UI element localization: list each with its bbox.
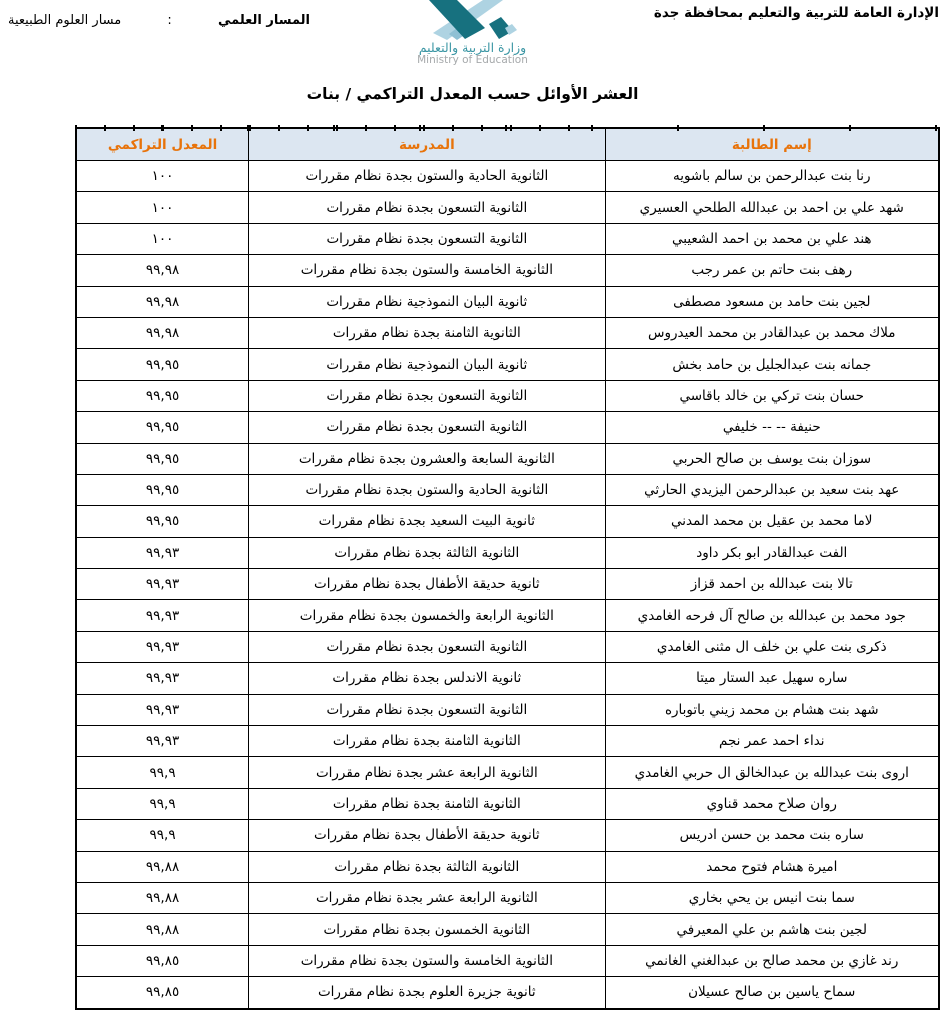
- table-row: [76, 882, 939, 913]
- student-name-cell: جمانه بنت عبدالجليل بن حامد بخش: [605, 349, 939, 380]
- school-cell: ثانوية البيان النموذجية نظام مقررات: [249, 286, 605, 317]
- school-cell: الثانوية الخامسة والستون بجدة نظام مقررات: [249, 255, 605, 286]
- gpa-cell: ٩٩,٨٥: [76, 977, 249, 1009]
- school-cell: الثانوية الثامنة بجدة نظام مقررات: [249, 317, 605, 348]
- school-cell: الثانوية الثامنة بجدة نظام مقررات: [249, 788, 605, 819]
- table-row: [76, 820, 939, 851]
- student-name-cell: روان صلاح محمد قناوي: [605, 788, 939, 819]
- table-row: [76, 945, 939, 976]
- table-row: [76, 600, 939, 631]
- school-cell: ثانوية حديقة الأطفال بجدة نظام مقررات: [249, 820, 605, 851]
- student-name-cell: حسان بنت تركي بن خالد باقاسي: [605, 380, 939, 411]
- school-cell: الثانوية السابعة والعشرون بجدة نظام مقررات: [249, 443, 605, 474]
- col-header-student-name: إسم الطالبة: [605, 128, 939, 161]
- school-cell: ثانوية البيان النموذجية نظام مقررات: [249, 349, 605, 380]
- table-row: [76, 223, 939, 254]
- student-name-cell: ملاك محمد بن عبدالقادر بن محمد العيدروس: [605, 317, 939, 348]
- gpa-cell: ٩٩,٩٨: [76, 286, 249, 317]
- gpa-cell: ٩٩,٩: [76, 757, 249, 788]
- table-row: [76, 349, 939, 380]
- gpa-cell: ٩٩,٩٨: [76, 317, 249, 348]
- gpa-cell: ٩٩,٨٨: [76, 914, 249, 945]
- ministry-logo: [378, 0, 568, 66]
- table-row: [76, 255, 939, 286]
- ministry-logo-english-text: Ministry of Education: [417, 54, 528, 66]
- school-cell: الثانوية التسعون بجدة نظام مقررات: [249, 380, 605, 411]
- student-name-cell: هند علي بن محمد بن احمد الشعيبي: [605, 223, 939, 254]
- table-row: [76, 474, 939, 505]
- gpa-cell: ٩٩,٨٨: [76, 882, 249, 913]
- table-row: [76, 569, 939, 600]
- student-name-cell: سما بنت انيس بن يحي بخاري: [605, 882, 939, 913]
- gpa-cell: ٩٩,٩٥: [76, 412, 249, 443]
- ministry-ribbon-x-icon: [413, 0, 533, 40]
- student-name-cell: ذكرى بنت علي بن خلف ال مثنى الغامدي: [605, 631, 939, 662]
- table-row: [76, 851, 939, 882]
- school-cell: الثانوية الثامنة بجدة نظام مقررات: [249, 726, 605, 757]
- gpa-cell: ٩٩,٨٥: [76, 945, 249, 976]
- table-row: [76, 317, 939, 348]
- student-name-cell: سماح ياسين بن صالح عسيلان: [605, 977, 939, 1009]
- school-cell: الثانوية الحادية والستون بجدة نظام مقررات: [249, 161, 605, 192]
- table-row: [76, 788, 939, 819]
- student-name-cell: رند غازي بن محمد صالح بن عبدالغني الغانمي: [605, 945, 939, 976]
- school-cell: ثانوية البيت السعيد بجدة نظام مقررات: [249, 506, 605, 537]
- student-name-cell: سوزان بنت يوسف بن صالح الحربي: [605, 443, 939, 474]
- school-cell: الثانوية الرابعة عشر بجدة نظام مقررات: [249, 882, 605, 913]
- results-table: [75, 127, 940, 1010]
- school-cell: الثانوية الثالثة بجدة نظام مقررات: [249, 537, 605, 568]
- track-colon: :: [167, 13, 172, 28]
- student-name-cell: رهف بنت حاتم بن عمر رجب: [605, 255, 939, 286]
- school-cell: الثانوية الرابعة والخمسون بجدة نظام مقررات: [249, 600, 605, 631]
- student-name-cell: عهد بنت سعيد بن عبدالرحمن اليزيدي الحارثي: [605, 474, 939, 505]
- school-cell: ثانوية حديقة الأطفال بجدة نظام مقررات: [249, 569, 605, 600]
- table-row: [76, 412, 939, 443]
- gpa-cell: ٩٩,٩٣: [76, 663, 249, 694]
- gpa-cell: ٩٩,٩٣: [76, 537, 249, 568]
- student-name-cell: لاما محمد بن عقيل بن محمد المدني: [605, 506, 939, 537]
- ministry-logo-arabic-text: وزارة التربية والتعليم: [418, 40, 527, 55]
- student-name-cell: تالا بنت عبدالله بن احمد قزاز: [605, 569, 939, 600]
- administration-title: الإدارة العامة للتربية والتعليم بمحافظة جدة: [653, 5, 939, 21]
- table-row: [76, 380, 939, 411]
- gpa-cell: ٩٩,٩٣: [76, 694, 249, 725]
- school-cell: الثانوية التسعون بجدة نظام مقررات: [249, 694, 605, 725]
- gpa-cell: ٩٩,٩: [76, 788, 249, 819]
- school-cell: الثانوية الحادية والستون بجدة نظام مقررات: [249, 474, 605, 505]
- gpa-cell: ٩٩,٩٣: [76, 631, 249, 662]
- results-table-wrap: [75, 127, 940, 1010]
- student-name-cell: لجين بنت هاشم بن علي المعيرفي: [605, 914, 939, 945]
- table-row: [76, 726, 939, 757]
- school-cell: الثانوية الثالثة بجدة نظام مقررات: [249, 851, 605, 882]
- col-header-school: المدرسة: [249, 128, 605, 161]
- table-row: [76, 977, 939, 1009]
- gpa-cell: ٩٩,٩٥: [76, 474, 249, 505]
- table-row: [76, 757, 939, 788]
- table-row: [76, 443, 939, 474]
- school-cell: ثانوية جزيرة العلوم بجدة نظام مقررات: [249, 977, 605, 1009]
- table-row: [76, 506, 939, 537]
- student-name-cell: اميرة هشام فتوح محمد: [605, 851, 939, 882]
- student-name-cell: نداء احمد عمر نجم: [605, 726, 939, 757]
- gpa-cell: ٩٩,٩٥: [76, 443, 249, 474]
- student-name-cell: اروى بنت عبدالله بن عبدالخالق ال حربي الغامدي: [605, 757, 939, 788]
- table-row: [76, 663, 939, 694]
- gpa-cell: ٩٩,٩٥: [76, 349, 249, 380]
- table-row: [76, 694, 939, 725]
- col-header-gpa: المعدل التراكمي: [76, 128, 249, 161]
- table-row: [76, 286, 939, 317]
- gpa-cell: ٩٩,٩٣: [76, 726, 249, 757]
- table-row: [76, 537, 939, 568]
- gpa-cell: ٩٩,٩٣: [76, 600, 249, 631]
- page-title: العشر الأوائل حسب المعدل التراكمي / بنات: [306, 85, 639, 103]
- table-header-row: [76, 128, 939, 161]
- student-name-cell: ساره بنت محمد بن حسن ادريس: [605, 820, 939, 851]
- school-cell: الثانوية التسعون بجدة نظام مقررات: [249, 412, 605, 443]
- student-name-cell: جود محمد بن عبدالله بن صالح آل فرحه الغامدي: [605, 600, 939, 631]
- table-row: [76, 914, 939, 945]
- gpa-cell: ٩٩,٨٨: [76, 851, 249, 882]
- student-name-cell: حنيفة -- -- خليفي: [605, 412, 939, 443]
- table-row: [76, 161, 939, 192]
- school-cell: الثانوية الخمسون بجدة نظام مقررات: [249, 914, 605, 945]
- gpa-cell: ٩٩,٩٥: [76, 380, 249, 411]
- track-value: مسار العلوم الطبيعية: [8, 13, 122, 28]
- student-name-cell: شهد بنت هشام بن محمد زيني باتوباره: [605, 694, 939, 725]
- gpa-cell: ٩٩,٩٨: [76, 255, 249, 286]
- gpa-cell: ٩٩,٩٣: [76, 569, 249, 600]
- table-row: [76, 192, 939, 223]
- student-name-cell: شهد علي بن احمد بن عبدالله الطلحي العسيري: [605, 192, 939, 223]
- school-cell: الثانوية التسعون بجدة نظام مقررات: [249, 631, 605, 662]
- table-row: [76, 631, 939, 662]
- school-cell: ثانوية الاندلس بجدة نظام مقررات: [249, 663, 605, 694]
- school-cell: الثانوية التسعون بجدة نظام مقررات: [249, 223, 605, 254]
- school-cell: الثانوية التسعون بجدة نظام مقررات: [249, 192, 605, 223]
- student-name-cell: رنا بنت عبدالرحمن بن سالم باشويه: [605, 161, 939, 192]
- gpa-cell: ٩٩,٩: [76, 820, 249, 851]
- gpa-cell: ١٠٠: [76, 223, 249, 254]
- student-name-cell: لجين بنت حامد بن مسعود مصطفى: [605, 286, 939, 317]
- student-name-cell: الفت عبدالقادر ابو بكر داود: [605, 537, 939, 568]
- gpa-cell: ٩٩,٩٥: [76, 506, 249, 537]
- school-cell: الثانوية الرابعة عشر بجدة نظام مقررات: [249, 757, 605, 788]
- student-name-cell: ساره سهيل عبد الستار ميتا: [605, 663, 939, 694]
- track-label: المسار العلمي: [217, 13, 310, 28]
- track-row: [8, 13, 310, 28]
- gpa-cell: ١٠٠: [76, 161, 249, 192]
- gpa-cell: ١٠٠: [76, 192, 249, 223]
- school-cell: الثانوية الخامسة والستون بجدة نظام مقررات: [249, 945, 605, 976]
